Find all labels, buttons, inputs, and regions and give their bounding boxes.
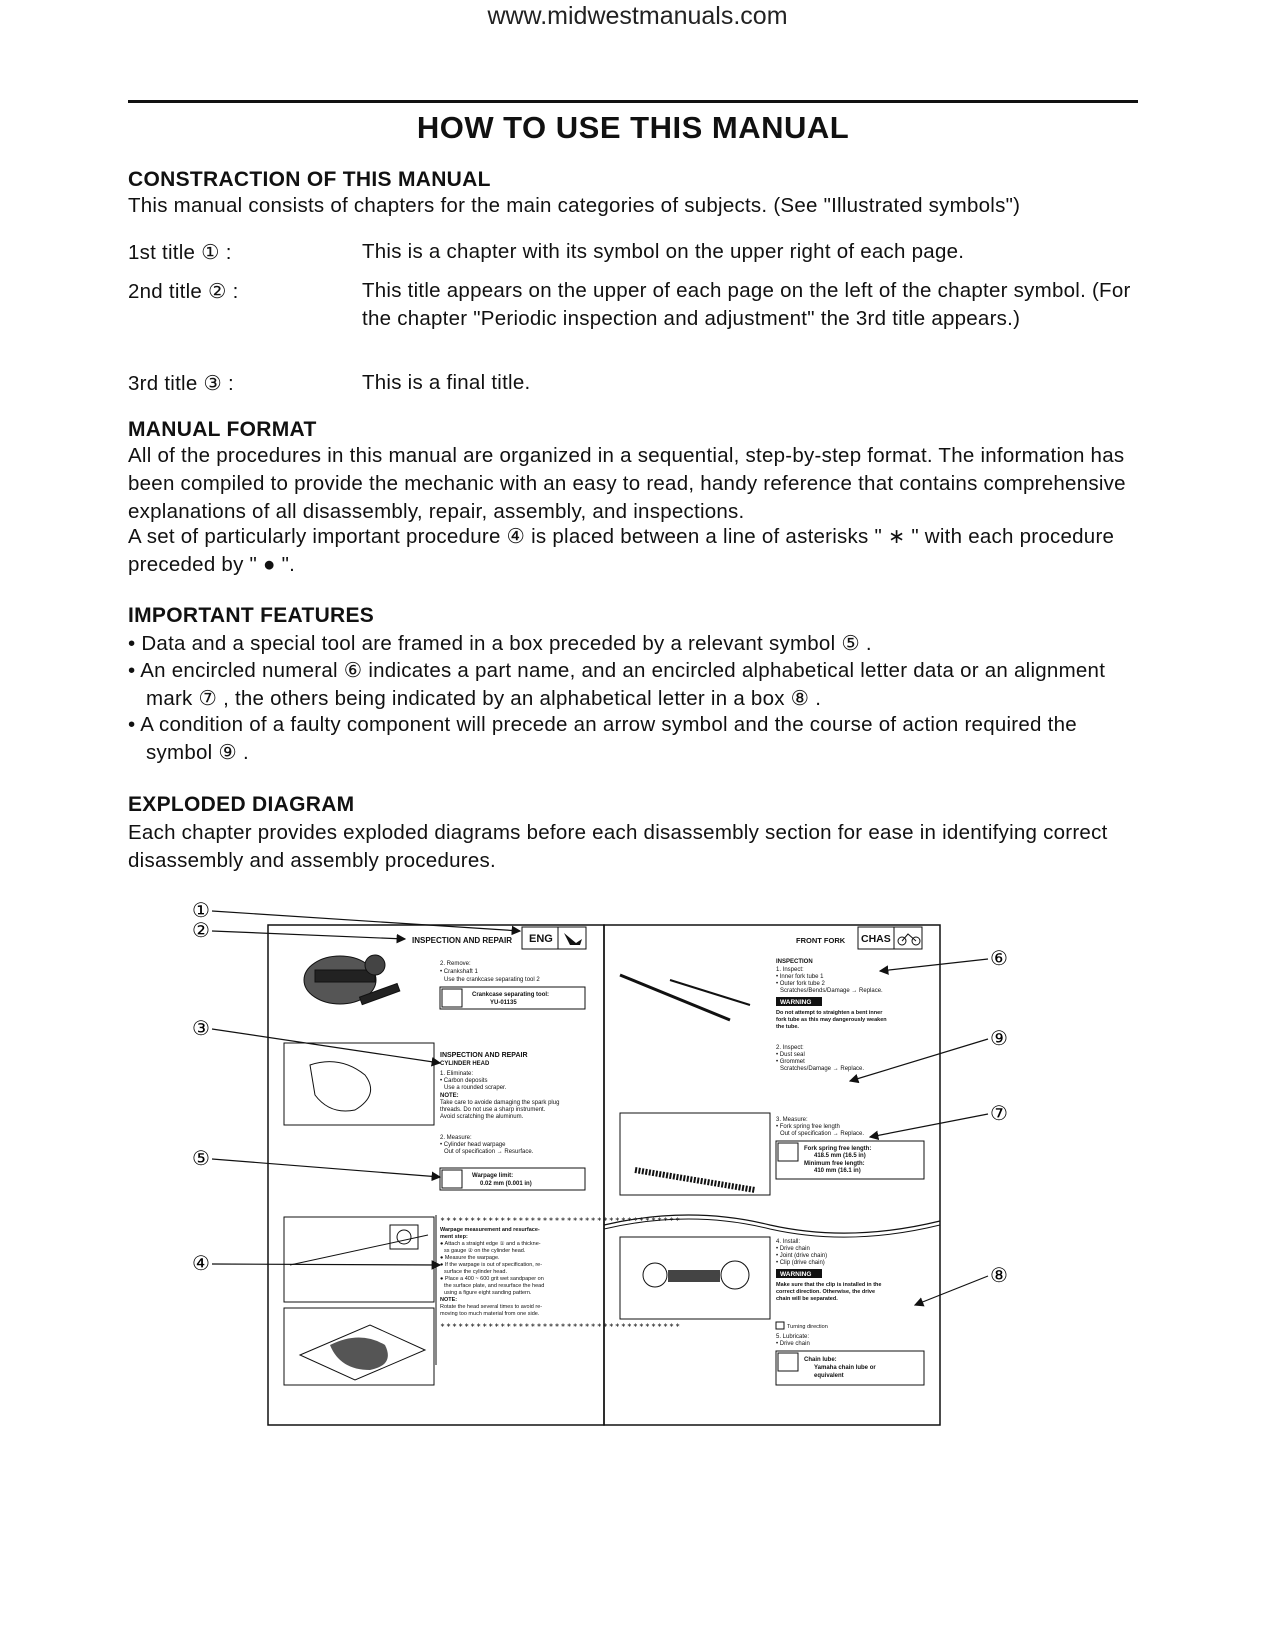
- svg-text:Make sure that the clip is ins: Make sure that the clip is installed in the correct direction. Otherwise, the drive chain will be separated.: [776, 1282, 882, 1302]
- page-title: HOW TO USE THIS MANUAL: [416, 110, 850, 145]
- top-rule: [128, 100, 1138, 103]
- construction-intro: This manual consists of chapters for the main categories of subjects. (See "Illustrated symbols"): [128, 194, 1021, 217]
- callout-3: ③: [192, 1018, 210, 1040]
- svg-text:INSPECTION 1. Inspect:: INSPECTION 1. Inspect: • Inner fork tube 1 • Outer fork tube 2 Scratches/Bends/Damage → Replace.: [776, 959, 883, 994]
- right-header-title: FRONT FORK: [796, 936, 846, 945]
- svg-text:Do not attempt to straighten a: Do not attempt to straighten a bent inner fork tube as this may dangerously weaken the tube.: [776, 1010, 887, 1030]
- warning-label-1: WARNING: [780, 999, 812, 1006]
- leader-4: [212, 1264, 440, 1265]
- left-header-title: INSPECTION AND REPAIR: [412, 936, 513, 945]
- leader-3: [212, 1029, 440, 1063]
- leader-1: [212, 911, 520, 931]
- title-2-text: This title appears on the upper of each page on the left of the chapter symbol. (For the chapter "Periodic inspection and adjustment" the 3rd title appears.): [362, 279, 1131, 330]
- crankshaft-illustration: [304, 955, 400, 1005]
- title-2-label: 2nd title ② :: [128, 280, 239, 303]
- svg-text:2. Inspect: • Dust seal: 2. Inspect: • Dust seal • Grommet Scratches/Damage → Replace.: [776, 1045, 865, 1072]
- callout-8: ⑧: [990, 1265, 1008, 1287]
- format-heading: MANUAL FORMAT: [128, 418, 317, 441]
- title-1-text: This is a chapter with its symbol on the upper right of each page.: [362, 240, 965, 263]
- right-chapter-symbol: CHAS: [861, 933, 891, 945]
- exploded-heading: EXPLODED DIAGRAM: [128, 793, 355, 816]
- left-chapter-symbol: ENG: [529, 933, 553, 945]
- turning-direction-text: Turning direction: [787, 1324, 828, 1330]
- callout-2: ②: [192, 920, 210, 942]
- svg-text:Warpage measurement and resurf: Warpage measurement and resurface- ment step: ● Attach a straight edge ① and a thickne- ss gauge ② on the cylinder head. ● Measure the warpage. ● If the warpage is out of specification, re- surface the cylinder head. ● Place a 400 ~ 600 grit wet sandpaper on the surface plate, and resurface the head using a figure eight sanding pattern. NOTE: Rotate the head several times to avoid re- moving too much material from one side.: [440, 1227, 545, 1317]
- fork-tube-illustration: [620, 975, 750, 1020]
- wrench-icon: [564, 933, 582, 945]
- callout-6: ⑥: [990, 948, 1008, 970]
- motorcycle-icon: [898, 934, 920, 945]
- leader-6: [880, 959, 988, 971]
- title-1-label: 1st title ① :: [128, 241, 232, 264]
- svg-text:INSPECTION AND REPAIR CY: INSPECTION AND REPAIR CYLINDER HEAD: [440, 1052, 528, 1067]
- svg-text:Chain lube: Yamaha chain: Chain lube: Yamaha chain lube or equivalent: [804, 1357, 876, 1379]
- asterisk-line-top: ∗∗∗∗∗∗∗∗∗∗∗∗∗∗∗∗∗∗∗∗∗∗∗∗∗∗∗∗∗∗∗∗∗∗∗∗∗∗∗∗: [440, 1217, 682, 1223]
- construction-heading: CONSTRACTION OF THIS MANUAL: [128, 168, 491, 191]
- leader-8: [915, 1276, 988, 1305]
- site-url: www.midwestmanuals.com: [487, 2, 788, 30]
- callout-7: ⑦: [990, 1103, 1008, 1125]
- title-3-text: This is a final title.: [362, 371, 531, 394]
- format-paragraph-1: All of the procedures in this manual are organized in a sequential, step-by-step format. The information has been compiled to provide the mechanic with an easy to read, handy reference that contains comprehensive explanations of all disassembly, repair, assembly, and inspections.: [128, 444, 1126, 523]
- exploded-text: Each chapter provides exploded diagrams before each disassembly section for ease in identifying correct disassembly and assembly procedures.: [128, 821, 1108, 872]
- svg-text:3. Measure: • Fork sprin: 3. Measure: • Fork spring free length Out of specification → Replace.: [776, 1117, 865, 1137]
- leader-5: [212, 1159, 440, 1177]
- callout-4: ④: [192, 1253, 210, 1275]
- callout-9: ⑨: [990, 1028, 1008, 1050]
- leader-9: [850, 1039, 988, 1081]
- title-3-label: 3rd title ③ :: [128, 372, 234, 395]
- right-page-frame: [604, 925, 940, 1425]
- svg-text:Warpage limit: 0.02 mm (: Warpage limit: 0.02 mm (0.001 in): [472, 1173, 532, 1187]
- feature-item-1: • Data and a special tool are framed in a box preceded by a relevant symbol ⑤ .: [128, 632, 872, 655]
- warning-label-2: WARNING: [780, 1271, 812, 1278]
- callout-5: ⑤: [192, 1148, 210, 1170]
- features-heading: IMPORTANT FEATURES: [128, 604, 375, 627]
- svg-text:Fork spring free length:: Fork spring free length: 418.5 mm (16.5 in) Minimum free length: 410 mm (16.1 in): [804, 1146, 872, 1174]
- feature-item-2: • An encircled numeral ⑥ indicates a part name, and an encircled alphabetical letter data or an alignment mark ⑦ , the others being indicated by an alphabetical letter in a box ⑧ .: [128, 659, 1106, 710]
- example-pages-diagram: [190, 900, 1060, 1495]
- warpage-illustration: [284, 1217, 434, 1302]
- leader-2: [212, 931, 405, 939]
- format-paragraph-2: A set of particularly important procedure ④ is placed between a line of asterisks " ∗ " with each procedure preceded by " ● ".: [128, 525, 1115, 576]
- feature-item-3: • A condition of a faulty component will precede an arrow symbol and the course of action required the symbol ⑨ .: [128, 713, 1077, 764]
- svg-text:5. Lubricate: • Drive ch: 5. Lubricate: • Drive chain: [776, 1334, 810, 1347]
- svg-text:2. Remove: • Crankshaft: 2. Remove: • Crankshaft 1 Use the crankcase separating tool 2: [440, 961, 540, 983]
- callout-1: ①: [192, 900, 210, 922]
- asterisk-line-bottom: ∗∗∗∗∗∗∗∗∗∗∗∗∗∗∗∗∗∗∗∗∗∗∗∗∗∗∗∗∗∗∗∗∗∗∗∗∗∗∗∗: [440, 1323, 682, 1329]
- leader-7: [870, 1114, 988, 1137]
- svg-text:1. Eliminate: • Carbon d: 1. Eliminate: • Carbon deposits Use a rounded scraper. NOTE: Take care to avoide damaging the spark plug threads. Do not use a sharp instrument. Avoid scratching the aluminum. 2. Measure: • Cylinder head warpage Out of specification → Resurface.: [440, 1071, 560, 1155]
- svg-text:Crankcase separating tool:: Crankcase separating tool: YU-01135: [472, 992, 550, 1006]
- scraper-illustration: [284, 1043, 434, 1125]
- svg-text:4. Install: • Drive chai: 4. Install: • Drive chain • Joint (drive chain) • Clip (drive chain): [776, 1239, 828, 1266]
